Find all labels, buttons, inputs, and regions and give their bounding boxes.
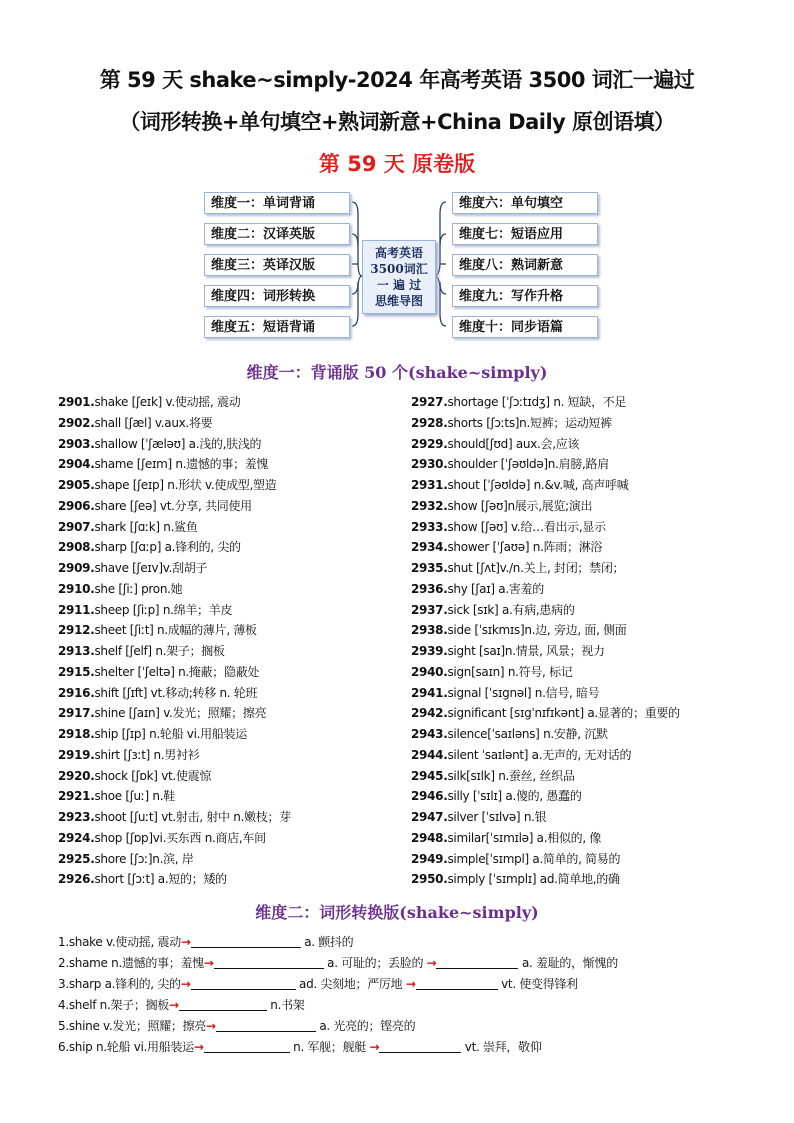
vocab-entry — [58, 745, 291, 766]
exercise-list — [58, 932, 618, 1058]
vocab-entry — [411, 392, 680, 413]
exercise-prompt: 1.shake v.使动摇, 震动 — [58, 935, 181, 949]
vocab-entry-number: 2924. — [58, 830, 95, 845]
vocab-entry — [411, 537, 680, 558]
vocab-entry-text: shelter [ˈʃeltə] n.掩蔽；隐蔽处 — [94, 664, 260, 679]
vocab-entry-text: sharp [ʃɑːp] a.锋利的, 尖的 — [94, 540, 241, 555]
vocab-list-left — [58, 392, 291, 890]
arrow-icon: → — [203, 956, 214, 970]
vocab-entry-text: show [ʃəʊ]n展示,展览;演出 — [447, 498, 593, 513]
exercise-target-pos: vt. 崇拜，敬仰 — [464, 1040, 542, 1054]
vocab-entry-text: should[ʃʊd] aux.会,应该 — [447, 436, 580, 451]
vocab-entry-number: 2929. — [411, 436, 448, 451]
vocab-entry-number: 2948. — [411, 830, 448, 845]
vocab-entry-number: 2937. — [411, 602, 448, 617]
vocab-entry-text: sign[saɪn] n.符号, 标记 — [447, 664, 573, 679]
vocab-entry-number: 2916. — [58, 685, 95, 700]
vocab-entry-text: shave [ʃeɪv]v.刮胡子 — [94, 561, 208, 575]
vocab-entry — [411, 724, 680, 745]
vocab-entry-text: shoe [ʃuː] n.鞋 — [94, 789, 175, 804]
exercise-prompt: 5.shine v.发光；照耀；擦亮 — [58, 1019, 207, 1033]
vocab-entry — [411, 413, 680, 434]
vocab-entry-text: shop [ʃɒp]vi.买东西 n.商店,车间 — [94, 830, 266, 845]
vocab-entry-number: 2928. — [411, 415, 448, 430]
mindmap-center-line: 思维导图 — [374, 294, 423, 308]
answer-blank[interactable] — [179, 996, 267, 1011]
vocab-entry — [411, 766, 680, 787]
vocab-entry — [58, 392, 291, 413]
vocab-entry-number: 2935. — [411, 561, 448, 575]
vocab-entry — [58, 683, 291, 704]
vocab-entry-text: share [ʃeə] vt.分享, 共同使用 — [94, 498, 252, 513]
answer-blank[interactable] — [436, 954, 518, 969]
vocab-entry-number: 2933. — [411, 519, 448, 534]
vocab-entry-number: 2910. — [58, 581, 95, 596]
exercise-prompt: 3.sharp a.锋利的, 尖的 — [58, 977, 181, 991]
vocab-entry-number: 2921. — [58, 789, 95, 804]
vocab-entry — [411, 786, 680, 807]
mindmap-center-line: 3500词汇 — [370, 262, 428, 276]
vocab-entry-text: shoot [ʃuːt] vt.射击, 射中 n.嫩枝；芽 — [94, 810, 291, 824]
vocab-entry-text: shore [ʃɔː]n.滨, 岸 — [94, 851, 194, 866]
answer-blank[interactable] — [191, 975, 296, 990]
vocab-entry — [58, 869, 291, 890]
vocab-entry — [58, 620, 291, 641]
vocab-entry-text: significant [sɪgˈnɪfɪkənt] a.显著的；重要的 — [447, 706, 680, 721]
vocab-entry — [58, 454, 291, 475]
vocab-entry — [411, 434, 680, 455]
vocab-entry-number: 2934. — [411, 540, 448, 555]
mind-map — [0, 0, 794, 360]
vocab-entry-text: shine [ʃaɪn] v.发光；照耀；擦亮 — [94, 706, 267, 721]
vocab-entry — [58, 600, 291, 621]
vocab-entry — [411, 745, 680, 766]
vocab-entry-text: signal [ˈsɪgnəl] n.信号, 暗号 — [447, 685, 600, 700]
vocab-entry — [411, 454, 680, 475]
mindmap-node-dim5: 维度五：短语背诵 — [204, 316, 350, 338]
vocab-entry-number: 2912. — [58, 623, 95, 638]
vocab-entry-text: ship [ʃɪp] n.轮船 vi.用船装运 — [94, 727, 247, 741]
vocab-entry-number: 2915. — [58, 664, 95, 679]
vocab-entry-text: shift [ʃɪft] vt.移动;转移 n. 轮班 — [94, 685, 258, 700]
section1-heading: 维度一：背诵版 50 个(shake~simply) — [246, 363, 548, 382]
vocab-entry-number: 2919. — [58, 747, 95, 762]
vocab-entry — [411, 475, 680, 496]
exercise-target-pos: n.书架 — [270, 998, 305, 1012]
vocab-entry — [58, 786, 291, 807]
vocab-entry-text: shorts [ʃɔːts]n.短裤；运动短裤 — [447, 415, 612, 430]
vocab-entry-text: sick [sɪk] a.有病,患病的 — [447, 602, 575, 617]
vocab-entry-text: sheet [ʃiːt] n.成幅的薄片, 薄板 — [94, 623, 257, 638]
vocab-entry-number: 2950. — [411, 872, 448, 887]
vocab-entry-text: silly [ˈsɪlɪ] a.傻的, 愚蠢的 — [447, 789, 582, 804]
answer-blank[interactable] — [379, 1038, 461, 1053]
vocab-entry-text: show [ʃəʊ] v.给…看出示,显示 — [447, 519, 606, 534]
vocab-entry — [411, 683, 680, 704]
vocab-entry — [58, 703, 291, 724]
vocab-entry-number: 2902. — [58, 415, 95, 430]
vocab-entry-number: 2942. — [411, 706, 448, 721]
mindmap-node-dim7: 维度七：短语应用 — [452, 223, 598, 245]
exercise-target-pos: a. 羞耻的，惭愧的 — [521, 956, 618, 970]
exercise-target-pos: n. 军舰；舰艇 — [293, 1040, 366, 1054]
arrow-icon: → — [193, 1040, 204, 1054]
vocab-entry-text: shy [ʃaɪ] a.害羞的 — [447, 581, 544, 596]
page-subtitle-red: 第 59 天 原卷版 — [318, 152, 476, 176]
vocab-entry — [58, 849, 291, 870]
vocab-entry — [58, 766, 291, 787]
vocab-entry-number: 2911. — [58, 602, 95, 617]
vocab-entry — [411, 496, 680, 517]
vocab-entry-number: 2908. — [58, 540, 95, 555]
arrow-icon: → — [426, 956, 437, 970]
vocab-entry-text: silence[ˈsaɪləns] n.安静, 沉默 — [447, 727, 608, 741]
page-title-line2: （词形转换+单句填空+熟词新意+China Daily 原创语填） — [119, 110, 675, 134]
vocab-entry-number: 2941. — [411, 685, 448, 700]
section2-heading: 维度二：词形转换版(shake~simply) — [255, 903, 539, 922]
vocab-entry — [58, 662, 291, 683]
exercise-row — [58, 995, 618, 1016]
vocab-entry — [411, 828, 680, 849]
vocab-entry — [58, 496, 291, 517]
vocab-entry — [411, 517, 680, 538]
vocab-entry-text: shoulder [ˈʃəʊldə]n.肩膀,路肩 — [447, 457, 609, 472]
vocab-entry-number: 2904. — [58, 457, 95, 472]
vocab-entry-text: shower [ˈʃaʊə] n.阵雨；淋浴 — [447, 540, 603, 555]
vocab-entry — [411, 662, 680, 683]
answer-blank[interactable] — [214, 954, 324, 969]
vocab-entry-number: 2938. — [411, 623, 448, 638]
vocab-entry — [58, 807, 291, 828]
vocab-entry — [58, 517, 291, 538]
exercise-row — [58, 974, 618, 995]
vocab-entry-number: 2901. — [58, 395, 95, 409]
vocab-entry — [411, 579, 680, 600]
vocab-entry — [58, 579, 291, 600]
exercise-prompt: 4.shelf n.架子；搁板 — [58, 998, 169, 1012]
mindmap-node-dim10: 维度十：同步语篇 — [452, 316, 598, 338]
vocab-entry-number: 2907. — [58, 519, 95, 534]
vocab-entry-text: shelf [ʃelf] n.架子；搁板 — [94, 644, 225, 658]
arrow-icon: → — [180, 935, 191, 949]
vocab-entry-text: shout [ˈʃəʊldə] n.&v.喊, 高声呼喊 — [447, 478, 629, 492]
exercise-prompt: 6.ship n.轮船 vi.用船装运 — [58, 1040, 194, 1054]
vocab-entry — [58, 724, 291, 745]
mindmap-center-node — [362, 240, 436, 314]
exercise-target-pos: vt. 使变得锋利 — [501, 977, 578, 991]
vocab-entry-number: 2949. — [411, 851, 448, 866]
vocab-entry-number: 2939. — [411, 644, 448, 658]
vocab-entry — [411, 703, 680, 724]
vocab-entry-text: shock [ʃɒk] vt.使震惊 — [94, 768, 212, 783]
vocab-entry-text: shut [ʃʌt]v./n.关上, 封闭；禁闭； — [447, 561, 625, 575]
arrow-icon: → — [206, 1019, 216, 1033]
arrow-icon: → — [405, 977, 416, 991]
vocab-entry-number: 2909. — [58, 561, 95, 575]
exercise-row — [58, 932, 618, 953]
vocab-entry-number: 2932. — [411, 498, 448, 513]
answer-blank[interactable] — [216, 1017, 316, 1032]
arrow-icon: → — [168, 998, 179, 1012]
vocab-entry — [411, 558, 680, 579]
vocab-entry-text: she [ʃiː] pron.她 — [94, 581, 183, 596]
page-title-line1: 第 59 天 shake~simply-2024 年高考英语 3500 词汇一遍过 — [99, 68, 695, 92]
vocab-entry-number: 2946. — [411, 789, 448, 804]
vocab-entry-number: 2905. — [58, 478, 95, 492]
exercise-target-pos: ad. 尖刻地；严厉地 — [299, 977, 403, 991]
vocab-entry-text: shake [ʃeɪk] v.使动摇, 震动 — [94, 395, 241, 409]
mindmap-node-dim9: 维度九：写作升格 — [452, 285, 598, 307]
vocab-entry-number: 2936. — [411, 581, 448, 596]
vocab-entry-text: sheep [ʃiːp] n.绵羊；羊皮 — [94, 602, 233, 617]
arrow-icon: → — [369, 1040, 380, 1054]
exercise-prompt: 2.shame n.遗憾的事；羞愧 — [58, 956, 204, 970]
vocab-entry-number: 2903. — [58, 436, 95, 451]
answer-blank[interactable] — [416, 975, 498, 990]
exercise-target-pos: a. 可耻的；丢脸的 — [327, 956, 424, 970]
vocab-entry-text: silver [ˈsɪlvə] n.银 — [447, 810, 547, 824]
vocab-entry — [411, 807, 680, 828]
mindmap-node-dim1: 维度一：单词背诵 — [204, 192, 350, 214]
vocab-entry-text: shirt [ʃɜːt] n.男衬衫 — [94, 747, 200, 762]
vocab-entry-number: 2945. — [411, 768, 448, 783]
vocab-entry-text: shortage [ˈʃɔːtɪdʒ] n. 短缺，不足 — [447, 395, 627, 409]
exercise-row — [58, 1016, 618, 1037]
vocab-entry-number: 2923. — [58, 810, 95, 824]
vocab-entry-number: 2947. — [411, 810, 448, 824]
vocab-entry-text: shallow [ˈʃæləʊ] a.浅的,肤浅的 — [94, 436, 262, 451]
vocab-list-right — [411, 392, 680, 890]
vocab-entry-number: 2940. — [411, 664, 448, 679]
vocab-entry-number: 2926. — [58, 872, 95, 887]
vocab-entry-text: shark [ʃɑːk] n.鲨鱼 — [94, 519, 198, 534]
mindmap-center-line: 高考英语 — [374, 246, 423, 260]
vocab-entry-text: silk[sɪlk] n.蚕丝, 丝织品 — [447, 768, 575, 783]
mindmap-node-dim3: 维度三：英译汉版 — [204, 254, 350, 276]
mindmap-node-dim4: 维度四：词形转换 — [204, 285, 350, 307]
vocab-entry-number: 2925. — [58, 851, 95, 866]
vocab-entry-number: 2927. — [411, 395, 448, 409]
vocab-entry — [58, 558, 291, 579]
vocab-entry-text: simple[ˈsɪmpl] a.简单的, 简易的 — [447, 851, 621, 866]
vocab-entry-text: shame [ʃeɪm] n.遗憾的事；羞愧 — [94, 457, 269, 472]
vocab-entry — [411, 600, 680, 621]
exercise-target-pos: a. 颤抖的 — [304, 935, 354, 949]
arrow-icon: → — [180, 977, 191, 991]
vocab-entry-text: side [ˈsɪkmɪs]n.边, 旁边, 面, 侧面 — [447, 623, 627, 638]
vocab-entry-number: 2913. — [58, 644, 95, 658]
vocab-entry — [58, 828, 291, 849]
vocab-entry — [58, 413, 291, 434]
answer-blank[interactable] — [191, 933, 301, 948]
vocab-entry-text: sight [saɪ]n.情景, 风景；视力 — [447, 644, 605, 658]
vocab-entry-number: 2917. — [58, 706, 95, 721]
vocab-entry — [411, 641, 680, 662]
vocab-entry-number: 2920. — [58, 768, 95, 783]
answer-blank[interactable] — [204, 1038, 290, 1053]
vocab-entry-number: 2943. — [411, 727, 448, 741]
vocab-entry — [58, 641, 291, 662]
vocab-entry — [411, 620, 680, 641]
vocab-entry-number: 2918. — [58, 727, 95, 741]
mindmap-node-dim8: 维度八：熟词新意 — [452, 254, 598, 276]
vocab-entry-number: 2906. — [58, 498, 95, 513]
exercise-target-pos: a. 光亮的；铿亮的 — [319, 1019, 416, 1033]
exercise-row — [58, 1037, 618, 1058]
vocab-entry — [58, 475, 291, 496]
vocab-entry-text: simply [ˈsɪmplɪ] ad.简单地,的确 — [447, 872, 620, 887]
vocab-entry-text: similar[ˈsɪmɪlə] a.相似的, 像 — [447, 830, 602, 845]
vocab-entry — [411, 849, 680, 870]
vocab-entry — [58, 537, 291, 558]
vocab-entry-text: short [ʃɔːt] a.短的；矮的 — [94, 872, 227, 887]
vocab-entry-text: silent ˈsaɪlənt] a.无声的, 无对话的 — [447, 747, 632, 762]
mindmap-node-dim2: 维度二：汉译英版 — [204, 223, 350, 245]
vocab-entry-number: 2931. — [411, 478, 448, 492]
vocab-entry-text: shall [ʃæl] v.aux.将要 — [94, 415, 213, 430]
vocab-entry-number: 2930. — [411, 457, 448, 472]
vocab-entry-number: 2944. — [411, 747, 448, 762]
exercise-row — [58, 953, 618, 974]
vocab-entry-text: shape [ʃeɪp] n.形状 v.使成型,塑造 — [94, 478, 277, 492]
mindmap-node-dim6: 维度六：单句填空 — [452, 192, 598, 214]
vocab-entry — [58, 434, 291, 455]
mindmap-center-line: 一 遍 过 — [376, 278, 422, 292]
vocab-entry — [411, 869, 680, 890]
